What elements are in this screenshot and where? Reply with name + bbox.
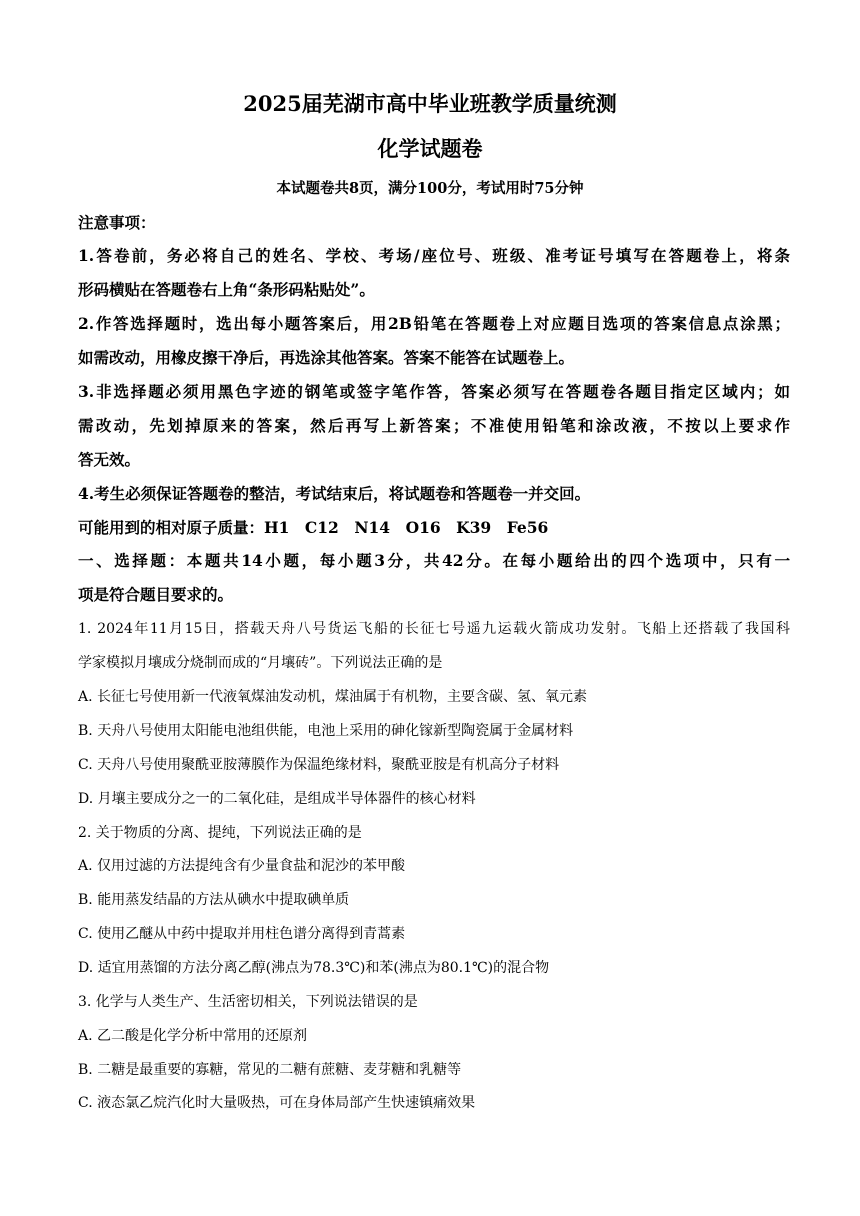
question-3-option-c: C. 液态氯乙烷汽化时大量吸热，可在身体局部产生快速镇痛效果 <box>78 1095 476 1111</box>
question-3-option-a: A. 乙二酸是化学分析中常用的还原剂 <box>78 1028 308 1044</box>
question-2-stem: 2. 关于物质的分离、提纯，下列说法正确的是 <box>78 825 362 841</box>
exam-subtitle: 化学试题卷 <box>377 136 483 161</box>
exam-info: 本试题卷共8页，满分100分，考试用时75分钟 <box>276 180 584 197</box>
notice-item-2-line-2: 如需改动，用橡皮擦干净后，再选涂其他答案。答案不能答在试题卷上。 <box>78 348 575 367</box>
notice-item-3-line-2: 需改动，先划掉原来的答案，然后再写上新答案；不准使用铅笔和涂改液，不按以上要求作 <box>78 416 790 435</box>
question-1-stem-line-1: 1. 2024年11月15日，搭载天舟八号货运飞船的长征七号遥九运载火箭成功发射。飞船上还搭载了我国科 <box>78 621 790 637</box>
question-1-option-b: B. 天舟八号使用太阳能电池组供能，电池上采用的砷化镓新型陶瓷属于金属材料 <box>78 723 574 739</box>
notice-item-3-line-1: 3.非选择题必须用黑色字迹的钢笔或签字笔作答，答案必须写在答题卷各题目指定区域内；如 <box>78 382 790 401</box>
notice-item-4: 4.考生必须保证答题卷的整洁，考试结束后，将试题卷和答题卷一并交回。 <box>78 484 591 503</box>
question-2-option-c: C. 使用乙醚从中药中提取并用柱色谱分离得到青蒿素 <box>78 926 406 942</box>
question-1-stem-line-2: 学家模拟月壤成分烧制而成的“月壤砖”。下列说法正确的是 <box>78 655 443 671</box>
notice-item-3-line-3: 答无效。 <box>78 450 141 469</box>
notice-heading: 注意事项： <box>78 213 156 232</box>
exam-title: 2025届芜湖市高中毕业班教学质量统测 <box>243 91 617 116</box>
notice-item-1-line-1: 1.答卷前，务必将自己的姓名、学校、考场/座位号、班级、准考证号填写在答题卷上，将条 <box>78 246 790 265</box>
notice-item-1-line-2: 形码横贴在答题卷右上角“条形码粘贴处”。 <box>78 280 375 299</box>
question-2-option-b: B. 能用蒸发结晶的方法从碘水中提取碘单质 <box>78 892 350 908</box>
atomic-mass-line: 可能用到的相对原子质量：H1 C12 N14 O16 K39 Fe56 <box>78 518 549 537</box>
question-1-option-d: D. 月壤主要成分之一的二氧化硅，是组成半导体器件的核心材料 <box>78 791 476 807</box>
question-2-option-a: A. 仅用过滤的方法提纯含有少量食盐和泥沙的苯甲酸 <box>78 858 406 874</box>
section-1-heading-line-2: 项是符合题目要求的。 <box>78 585 234 604</box>
question-3-stem: 3. 化学与人类生产、生活密切相关，下列说法错误的是 <box>78 994 418 1010</box>
question-1-option-a: A. 长征七号使用新一代液氧煤油发动机，煤油属于有机物，主要含碳、氢、氧元素 <box>78 689 588 705</box>
section-1-heading-line-1: 一、选择题：本题共14小题，每小题3分，共42分。在每小题给出的四个选项中，只有一 <box>78 551 790 570</box>
question-2-option-d: D. 适宜用蒸馏的方法分离乙醇(沸点为78.3℃)和苯(沸点为80.1℃)的混合物 <box>78 960 550 976</box>
notice-item-2-line-1: 2.作答选择题时，选出每小题答案后，用2B铅笔在答题卷上对应题目选项的答案信息点涂黑； <box>78 314 790 333</box>
question-1-option-c: C. 天舟八号使用聚酰亚胺薄膜作为保温绝缘材料，聚酰亚胺是有机高分子材料 <box>78 757 560 773</box>
question-3-option-b: B. 二糖是最重要的寡糖，常见的二糖有蔗糖、麦芽糖和乳糖等 <box>78 1062 462 1078</box>
